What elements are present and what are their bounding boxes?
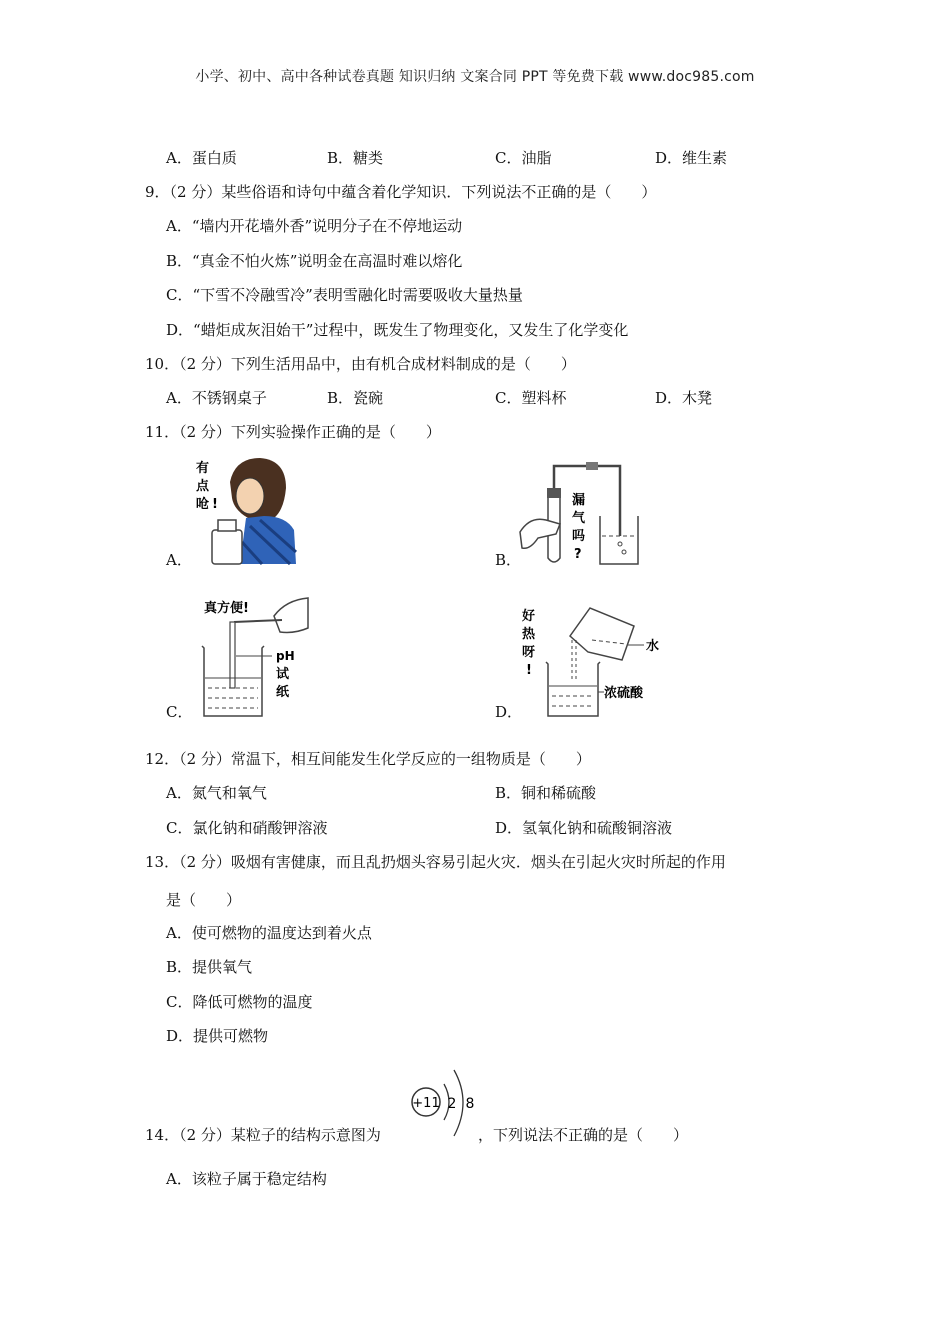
q11-label-a: A． <box>166 551 192 569</box>
q9-option-b: B．“真金不怕火炼”说明金在高温时难以熔化 <box>166 252 463 270</box>
q8-option-d: D．维生素 <box>655 149 728 167</box>
figure-a-smelling-bottle <box>190 452 302 568</box>
q13-option-a: A．使可燃物的温度达到着火点 <box>166 924 372 942</box>
q13-stem-line-2: 是（ ） <box>166 891 242 909</box>
fig-a-char-4: ! <box>212 497 218 512</box>
q14-stem-before: 14．（2 分）某粒子的结构示意图为 <box>145 1126 381 1144</box>
q8-option-c: C．油脂 <box>495 149 552 167</box>
q8-option-a: A．蛋白质 <box>166 149 237 167</box>
atomic-structure-diagram <box>404 1058 488 1146</box>
q13-option-c: C．降低可燃物的温度 <box>166 993 313 1011</box>
q11-label-d: D． <box>495 703 523 721</box>
q11-stem: 11．（2 分）下列实验操作正确的是（ ） <box>145 423 441 441</box>
q12-option-a: A．氮气和氧气 <box>166 784 267 802</box>
fig-a-char-3: 呛 <box>196 497 210 512</box>
q12-stem: 12．（2 分）常温下，相互间能发生化学反应的一组物质是（ ） <box>145 750 591 768</box>
fig-b-char-3: 吗 <box>572 529 586 544</box>
q11-label-c: C． <box>166 703 193 721</box>
fig-b-char-2: 气 <box>572 511 586 526</box>
q9-stem: 9．（2 分）某些俗语和诗句中蕴含着化学知识．下列说法不正确的是（ ） <box>145 183 657 201</box>
fig-d-char-1: 好 <box>522 609 536 624</box>
q13-option-b: B．提供氧气 <box>166 958 253 976</box>
q11-label-b: B． <box>495 551 522 569</box>
q14-stem-after: ，下列说法不正确的是（ ） <box>478 1126 689 1144</box>
figure-d-dilution <box>518 600 668 720</box>
fig-b-char-1: 漏 <box>572 493 586 508</box>
q9-option-d: D．“蜡炬成灰泪始干”过程中，既发生了物理变化，又发生了化学变化 <box>166 321 629 339</box>
fig-d-char-2: 热 <box>522 627 536 642</box>
figure-b-air-tightness <box>516 458 644 570</box>
shell-1-electrons: 2 <box>447 1096 457 1112</box>
fig-a-char-1: 有 <box>196 461 210 476</box>
q8-option-b: B．糖类 <box>327 149 384 167</box>
fig-d-char-4: ! <box>526 663 532 678</box>
fig-c-exclaim: 真方便! <box>204 601 249 616</box>
q9-option-c: C．“下雪不冷融雪冷”表明雪融化时需要吸收大量热量 <box>166 286 523 304</box>
shell-2-electrons: 8 <box>465 1096 475 1112</box>
fig-d-water-label: 水 <box>646 639 660 654</box>
figure-c-ph-paper <box>190 592 314 720</box>
q12-option-c: C．氯化钠和硝酸钾溶液 <box>166 819 328 837</box>
q12-option-b: B．铜和稀硫酸 <box>495 784 597 802</box>
q13-stem-line-1: 13．（2 分）吸烟有害健康，而且乱扔烟头容易引起火灾．烟头在引起火灾时所起的作用 <box>145 853 726 871</box>
nucleus-charge: +11 <box>412 1096 440 1111</box>
fig-c-char-1: 试 <box>276 667 290 682</box>
q14-option-a: A．该粒子属于稳定结构 <box>166 1170 327 1188</box>
q10-stem: 10．（2 分）下列生活用品中，由有机合成材料制成的是（ ） <box>145 355 576 373</box>
fig-d-acid-label: 浓硫酸 <box>604 686 644 701</box>
q13-option-d: D．提供可燃物 <box>166 1027 269 1045</box>
fig-c-ph: pH <box>276 649 295 663</box>
fig-b-char-4: ? <box>574 547 582 562</box>
fig-c-char-2: 纸 <box>276 685 290 700</box>
q10-option-d: D．木凳 <box>655 389 713 407</box>
q10-option-b: B．瓷碗 <box>327 389 384 407</box>
q9-option-a: A．“墙内开花墙外香”说明分子在不停地运动 <box>166 217 463 235</box>
q10-option-a: A．不锈钢桌子 <box>166 389 267 407</box>
fig-a-char-2: 点 <box>196 479 210 494</box>
fig-d-char-3: 呀 <box>522 645 536 660</box>
q12-option-d: D．氢氧化钠和硫酸铜溶液 <box>495 819 673 837</box>
page-header: 小学、初中、高中各种试卷真题 知识归纳 文案合同 PPT 等免费下载 www.doc985.com <box>195 69 755 85</box>
q10-option-c: C．塑料杯 <box>495 389 567 407</box>
